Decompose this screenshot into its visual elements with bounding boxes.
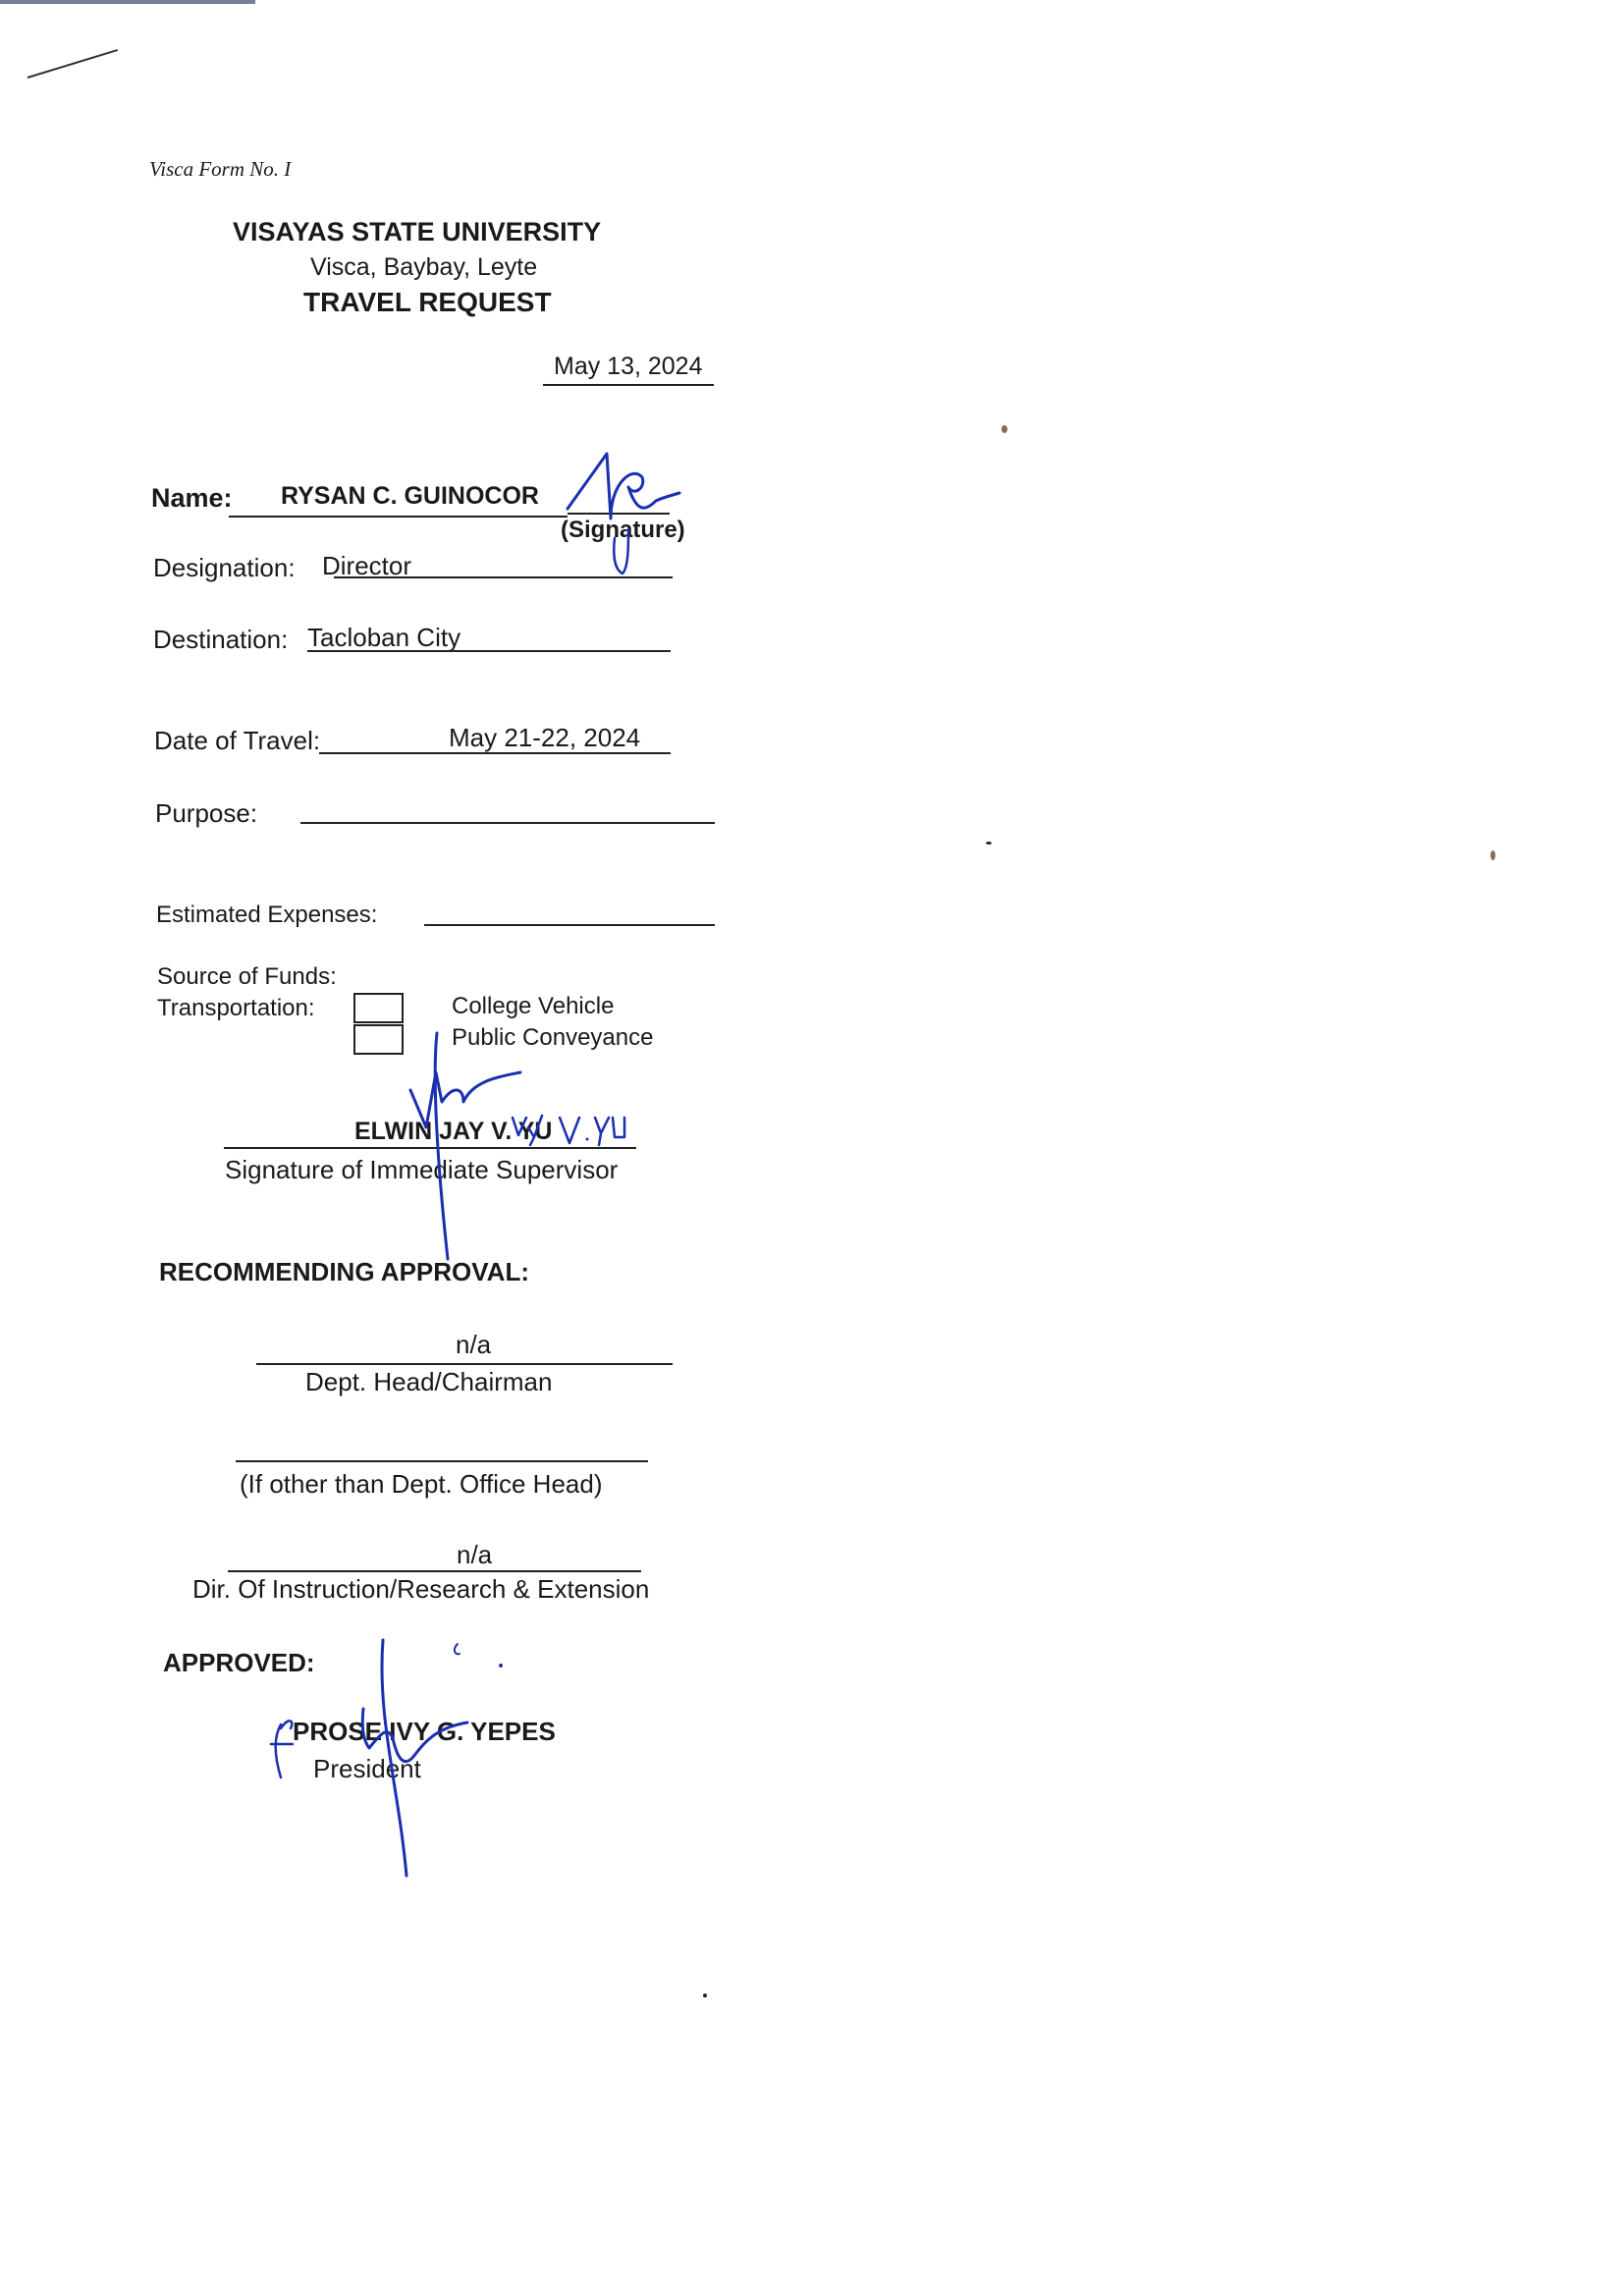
designation-value: Director: [322, 551, 412, 580]
college-vehicle-label: College Vehicle: [452, 993, 615, 1019]
scan-speck: [986, 842, 992, 845]
applicant-signature: [550, 432, 697, 579]
college-vehicle-checkbox[interactable]: [353, 993, 404, 1023]
applicant-name: RYSAN C. GUINOCOR: [281, 482, 539, 510]
date-of-travel-label: Date of Travel:: [154, 726, 321, 755]
source-of-funds-label: Source of Funds:: [157, 963, 337, 990]
dept-head-value: n/a: [456, 1330, 492, 1359]
designation-underline: [334, 576, 673, 578]
date-of-travel-value: May 21-22, 2024: [449, 723, 641, 752]
approver-position: President: [313, 1754, 421, 1783]
destination-label: Destination:: [153, 625, 289, 654]
designation-label: Designation:: [153, 553, 296, 582]
scan-edge-mark: [0, 0, 255, 4]
other-head-underline: [236, 1460, 648, 1462]
dept-head-underline: [256, 1363, 673, 1365]
form-title: TRAVEL REQUEST: [303, 287, 552, 317]
university-name: VISAYAS STATE UNIVERSITY: [233, 217, 602, 246]
destination-underline: [307, 650, 671, 652]
request-date: May 13, 2024: [554, 353, 703, 380]
scan-speck: [703, 1994, 707, 1997]
director-value: n/a: [457, 1540, 493, 1569]
expenses-underline: [424, 924, 715, 926]
estimated-expenses-label: Estimated Expenses:: [156, 902, 378, 928]
approved-heading: APPROVED:: [163, 1648, 315, 1677]
name-underline: [229, 516, 568, 518]
director-caption: Dir. Of Instruction/Research & Extension: [192, 1574, 650, 1604]
director-underline: [228, 1570, 641, 1572]
name-label: Name:: [151, 483, 233, 513]
signature-underline: [568, 513, 670, 515]
scan-pen-stroke: [27, 49, 118, 79]
supervisor-underline: [224, 1147, 636, 1149]
date-underline: [543, 384, 714, 386]
scan-speck: [1001, 425, 1007, 433]
university-address: Visca, Baybay, Leyte: [310, 253, 538, 281]
purpose-underline: [300, 822, 715, 824]
transportation-label: Transportation:: [157, 995, 315, 1021]
public-conveyance-checkbox[interactable]: [353, 1024, 404, 1055]
other-head-caption: (If other than Dept. Office Head): [240, 1469, 603, 1499]
recommending-approval-heading: RECOMMENDING APPROVAL:: [159, 1257, 529, 1286]
purpose-label: Purpose:: [155, 798, 258, 828]
scan-speck: [1490, 850, 1495, 860]
destination-value: Tacloban City: [307, 623, 461, 652]
date-of-travel-underline: [319, 752, 671, 754]
supervisor-name: ELWIN JAY V. YU: [354, 1118, 553, 1145]
supervisor-caption: Signature of Immediate Supervisor: [225, 1155, 619, 1184]
signature-caption: (Signature): [561, 517, 685, 543]
form-number: Visca Form No. I: [149, 157, 292, 181]
public-conveyance-label: Public Conveyance: [452, 1024, 654, 1051]
approver-name: PROSE IVY G. YEPES: [293, 1717, 556, 1746]
dept-head-caption: Dept. Head/Chairman: [305, 1367, 553, 1396]
